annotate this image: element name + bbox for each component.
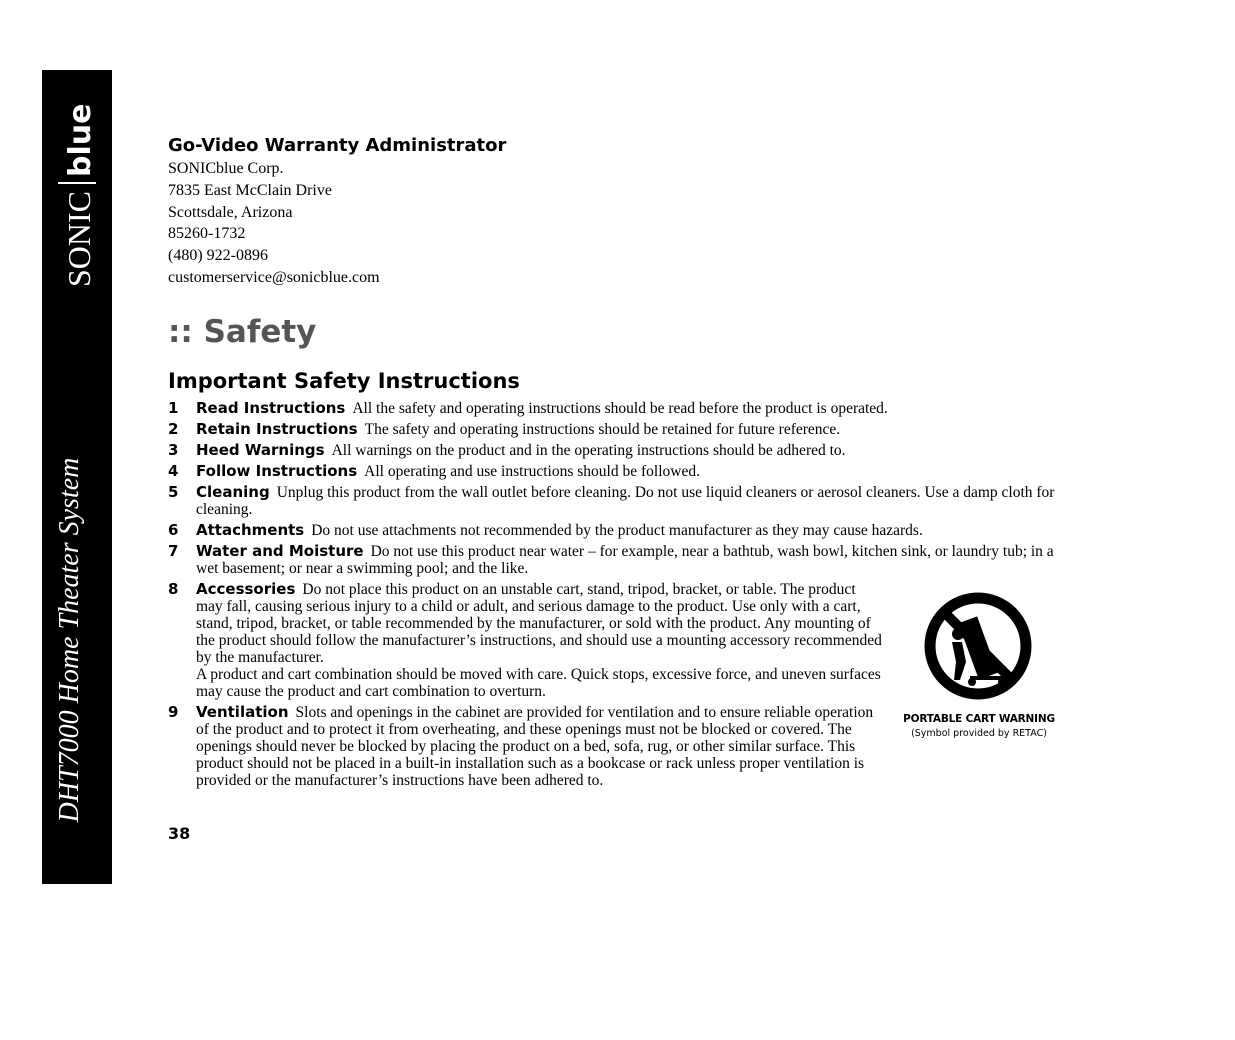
item-label: Follow Instructions [196, 462, 358, 480]
item-text: All warnings on the product and in the operating instructions should be adhered to. [331, 442, 846, 459]
list-item [168, 522, 1068, 539]
item-label: Retain Instructions [196, 420, 358, 438]
item-number: 7 [168, 542, 179, 560]
item-label: Read Instructions [196, 399, 346, 417]
address-line: 7835 East McClain Drive [168, 181, 332, 199]
logo-divider [58, 182, 96, 184]
item-label: Attachments [196, 521, 305, 539]
item-text: Do not place this product on an unstable cart, stand, tripod, bracket, or table. The product may fall, causing serious injury to a child or adult, and serious damage to the product. Use only with a cart, stand, tripod, bracket, or table recommended by the manufacturer, or sold with the product. Any mounting of the product should follow the manufacturer’s instructions, and should use a mounting accessory recommended by the manufacturer. [196, 581, 882, 666]
page-number: 38 [168, 824, 191, 843]
item-label: Water and Moisture [196, 542, 364, 560]
address-line: 85260-1732 [168, 225, 246, 243]
item-label: Accessories [196, 580, 296, 598]
portable-cart-warning-figure [898, 590, 1060, 742]
figure-caption: PORTABLE CART WARNING [903, 713, 1055, 725]
item-text-continued: A product and cart combination should be moved with care. Quick stops, excessive force, and uneven surfaces may cause the product and cart combination to overturn. [196, 666, 881, 700]
item-number: 4 [168, 462, 179, 480]
item-label: Heed Warnings [196, 441, 325, 459]
item-text: Slots and openings in the cabinet are provided for ventilation and to ensure reliable operation of the product and to protect it from overheating, and these openings must not be blocked or covered. The openings should never be blocked by placing the product on a bed, sofa, rug, or other similar surface. This product should not be placed in a built-in installation such as a bookcase or rack unless proper ventilation is provided or the manufacturer’s instructions have been adhered to. [196, 704, 874, 789]
list-item [168, 543, 1068, 577]
cart-warning-icon [922, 590, 1034, 702]
list-item [168, 463, 1068, 480]
item-number: 2 [168, 420, 179, 438]
address-line: Scottsdale, Arizona [168, 203, 293, 221]
list-item [168, 400, 1068, 417]
logo-blue-text: blue [63, 103, 98, 177]
warranty-title: Go-Video Warranty Administrator [168, 135, 507, 156]
list-item [168, 442, 1068, 459]
section-title: :: Safety [168, 314, 317, 350]
item-text: Do not use attachments not recommended by the product manufacturer as they may cause hazards. [311, 522, 923, 539]
address-line: SONICblue Corp. [168, 160, 284, 177]
item-label: Ventilation [196, 703, 289, 721]
item-number: 1 [168, 399, 179, 417]
warranty-address [168, 158, 380, 289]
list-item [168, 421, 1068, 438]
item-text: All the safety and operating instructions should be read before the product is operated. [352, 400, 888, 417]
list-item [168, 484, 1068, 518]
figure-credit: (Symbol provided by RETAC) [911, 728, 1047, 739]
item-text: Unplug this product from the wall outlet before cleaning. Do not use liquid cleaners or aerosol cleaners. Use a damp cloth for cleaning. [196, 484, 1055, 518]
item-number: 8 [168, 580, 179, 598]
item-number: 5 [168, 483, 179, 501]
item-text: The safety and operating instructions should be retained for future reference. [364, 421, 841, 438]
item-text: All operating and use instructions should be followed. [364, 463, 700, 480]
logo-sonic-text: SONIC [61, 190, 97, 287]
item-number: 3 [168, 441, 179, 459]
item-number: 9 [168, 703, 179, 721]
item-number: 6 [168, 521, 179, 539]
section-subtitle: Important Safety Instructions [168, 369, 520, 393]
item-text: Do not use this product near water – for example, near a bathtub, wash bowl, kitchen sink, or laundry tub; in a wet basement; or near a swimming pool; and the like. [196, 543, 1054, 577]
item-label: Cleaning [196, 483, 270, 501]
phone-number: (480) 922-0896 [168, 247, 268, 265]
email-address: customerservice@sonicblue.com [168, 268, 380, 286]
product-title: DHT7000 Home Theater System [54, 457, 85, 823]
